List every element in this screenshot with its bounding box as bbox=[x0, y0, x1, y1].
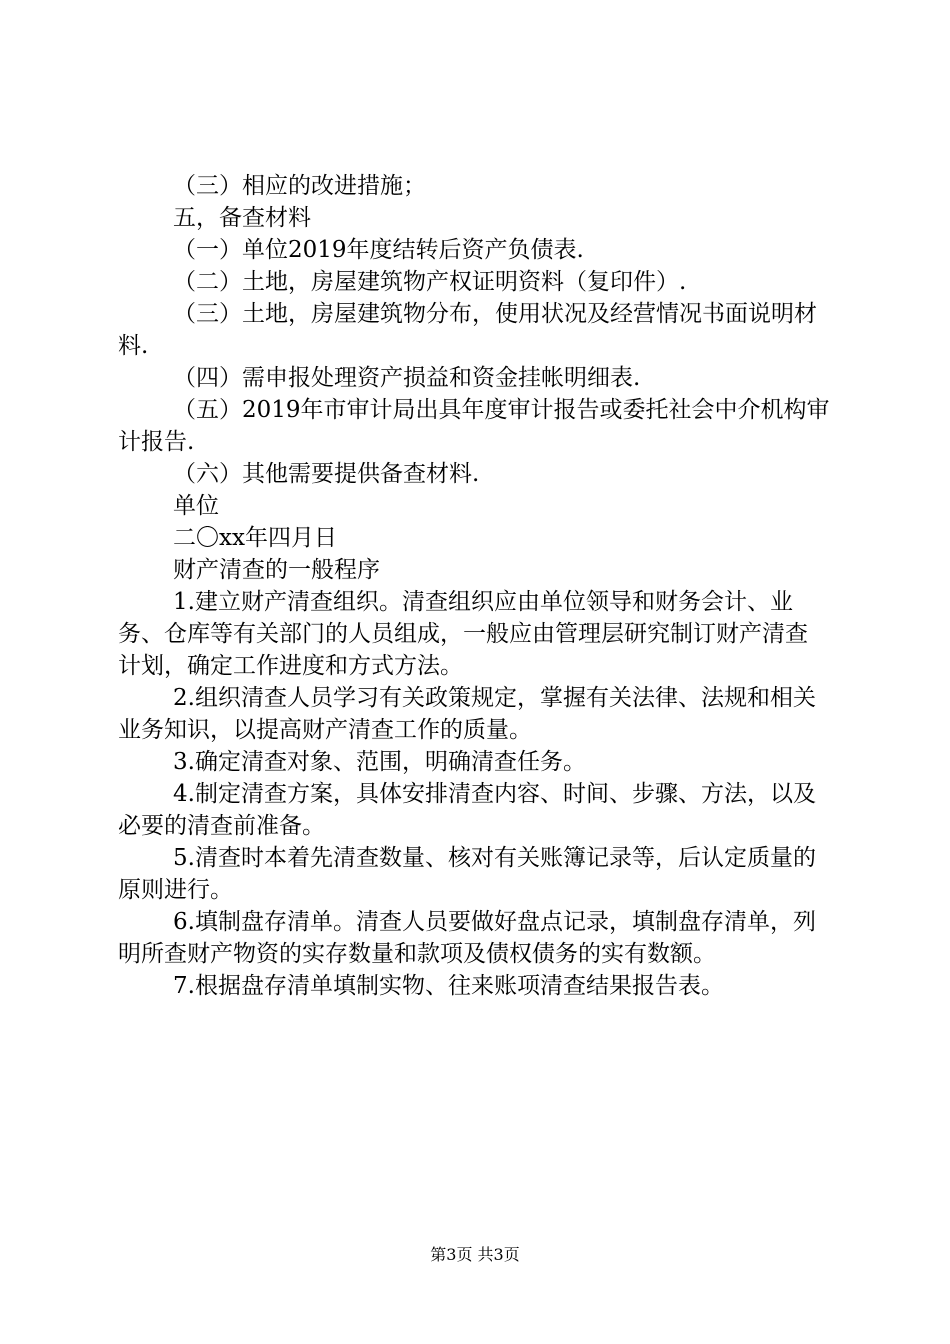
procedure-step-7: 7.根据盘存清单填制实物、往来账项清查结果报告表。 bbox=[173, 973, 724, 999]
page-number: 第3页 共3页 bbox=[430, 1245, 520, 1264]
paragraph-1: （三）相应的改进措施； bbox=[173, 173, 426, 199]
signature-date: 二〇xx年四月日 bbox=[173, 525, 337, 551]
procedure-step-5: 5.清查时本着先清查数量、核对有关账簿记录等，后认定质量的原则进行。 bbox=[118, 845, 816, 903]
paragraph-3: （一）单位2019年度结转后资产负债表. bbox=[173, 237, 584, 263]
procedure-step-2: 2.组织清查人员学习有关政策规定，掌握有关法律、法规和相关业务知识，以提高财产清查工作的质量。 bbox=[118, 685, 816, 743]
procedure-step-1: 1.建立财产清查组织。清查组织应由单位领导和财务会计、业务、仓库等有关部门的人员组成，一般应由管理层研究制订财产清查计划，确定工作进度和方式方法。 bbox=[118, 589, 808, 679]
procedure-step-4: 4.制定清查方案，具体安排清查内容、时间、步骤、方法，以及必要的清查前准备。 bbox=[118, 781, 816, 839]
procedure-step-6: 6.填制盘存清单。清查人员要做好盘点记录，填制盘存清单，列明所查财产物资的实存数量和款项及债权债务的实有数额。 bbox=[118, 909, 816, 967]
page-footer bbox=[0, 1245, 950, 1265]
paragraph-4: （二）土地，房屋建筑物产权证明资料（复印件）. bbox=[173, 269, 687, 295]
paragraph-8: （六）其他需要提供备查材料. bbox=[173, 461, 480, 487]
procedure-step-3: 3.确定清查对象、范围，明确清查任务。 bbox=[173, 749, 586, 775]
section-heading-procedure: 财产清查的一般程序 bbox=[173, 557, 380, 583]
paragraph-7: （五）2019年市审计局出具年度审计报告或委托社会中介机构审计报告. bbox=[118, 397, 830, 455]
document-body bbox=[118, 170, 830, 1002]
paragraph-6: （四）需申报处理资产损益和资金挂帐明细表. bbox=[173, 365, 641, 391]
section-heading-5: 五，备查材料 bbox=[173, 205, 311, 231]
paragraph-5: （三）土地，房屋建筑物分布，使用状况及经营情况书面说明材料. bbox=[118, 301, 817, 359]
signature-unit: 单位 bbox=[173, 493, 219, 519]
